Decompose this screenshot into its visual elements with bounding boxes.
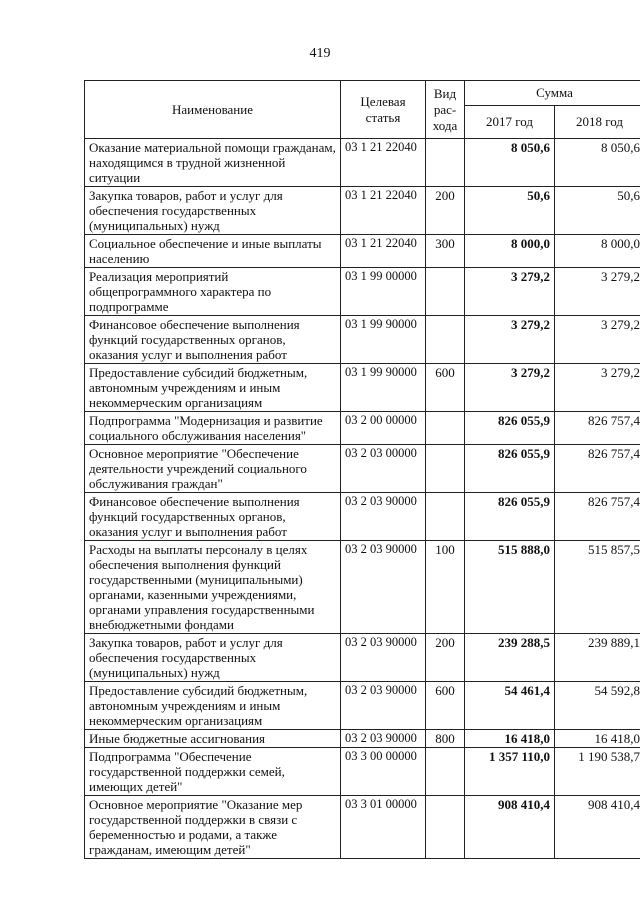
row-2018: 1 190 538,7 [555,748,640,796]
header-target: Целевая статья [341,81,426,139]
row-type: 800 [426,730,465,748]
row-code: 03 1 99 90000 [341,316,426,364]
row-type: 200 [426,187,465,235]
row-2018: 826 757,4 [555,412,640,445]
row-type [426,268,465,316]
row-name: Социальное обеспечение и иные выплаты населению [85,235,341,268]
page-number: 419 [309,46,331,61]
row-code: 03 2 00 00000 [341,412,426,445]
row-type: 600 [426,682,465,730]
table-row [85,541,640,634]
row-name: Расходы на выплаты персоналу в целях обеспечения выполнения функций государственными (муниципальными) органами, казенными учреждениями, органами управления государственными внебюджетными фондами [85,541,341,634]
table-row [85,796,640,859]
header-sum: Сумма [465,81,640,106]
row-name: Финансовое обеспечение выполнения функций государственных органов, оказания услуг и выполнения работ [85,493,341,541]
row-2018: 239 889,1 [555,634,640,682]
row-2018: 3 279,2 [555,364,640,412]
row-2017: 3 279,2 [465,316,555,364]
row-name: Закупка товаров, работ и услуг для обеспечения государственных (муниципальных) нужд [85,187,341,235]
row-2018: 908 410,4 [555,796,640,859]
row-2018: 50,6 [555,187,640,235]
row-2017: 3 279,2 [465,268,555,316]
row-type [426,445,465,493]
row-2017: 826 055,9 [465,445,555,493]
row-2018: 16 418,0 [555,730,640,748]
table-row [85,235,640,268]
row-2017: 515 888,0 [465,541,555,634]
row-code: 03 3 00 00000 [341,748,426,796]
row-type: 100 [426,541,465,634]
row-2017: 50,6 [465,187,555,235]
row-2017: 3 279,2 [465,364,555,412]
row-2017: 826 055,9 [465,412,555,445]
header-2017: 2017 год [465,106,555,139]
table-row [85,364,640,412]
row-2017: 1 357 110,0 [465,748,555,796]
row-name: Предоставление субсидий бюджетным, автономным учреждениям и иным некоммерческим организациям [85,364,341,412]
row-code: 03 1 99 00000 [341,268,426,316]
table-row [85,493,640,541]
row-2017: 8 000,0 [465,235,555,268]
row-2018: 54 592,8 [555,682,640,730]
row-code: 03 2 03 90000 [341,682,426,730]
row-2017: 16 418,0 [465,730,555,748]
row-name: Иные бюджетные ассигнования [85,730,341,748]
row-code: 03 1 99 90000 [341,364,426,412]
row-2017: 826 055,9 [465,493,555,541]
table-row [85,445,640,493]
row-code: 03 2 03 90000 [341,541,426,634]
row-code: 03 2 03 90000 [341,634,426,682]
row-name: Закупка товаров, работ и услуг для обеспечения государственных (муниципальных) нужд [85,634,341,682]
table-row [85,268,640,316]
row-type: 600 [426,364,465,412]
table-row [85,634,640,682]
row-name: Подпрограмма "Модернизация и развитие социального обслуживания населения" [85,412,341,445]
row-2018: 515 857,5 [555,541,640,634]
row-name: Подпрограмма "Обеспечение государственной поддержки семей, имеющих детей" [85,748,341,796]
table-row [85,139,640,187]
row-2018: 3 279,2 [555,316,640,364]
table-row [85,682,640,730]
row-2018: 8 000,0 [555,235,640,268]
row-2017: 8 050,6 [465,139,555,187]
row-code: 03 2 03 00000 [341,445,426,493]
row-type [426,139,465,187]
row-code: 03 1 21 22040 [341,187,426,235]
row-code: 03 1 21 22040 [341,235,426,268]
row-2018: 826 757,4 [555,445,640,493]
header-2018: 2018 год [555,106,640,139]
row-2017: 239 288,5 [465,634,555,682]
row-name: Предоставление субсидий бюджетным, автономным учреждениям и иным некоммерческим организациям [85,682,341,730]
row-name: Основное мероприятие "Обеспечение деятельности учреждений социального обслуживания граждан" [85,445,341,493]
table-row [85,187,640,235]
table-row [85,316,640,364]
row-code: 03 3 01 00000 [341,796,426,859]
table-row [85,730,640,748]
row-2018: 3 279,2 [555,268,640,316]
budget-table [84,80,640,859]
row-type [426,412,465,445]
table-row [85,748,640,796]
row-name: Реализация мероприятий общепрограммного характера по подпрограмме [85,268,341,316]
header-type: Вид рас-хода [426,81,465,139]
row-name: Финансовое обеспечение выполнения функций государственных органов, оказания услуг и выполнения работ [85,316,341,364]
row-2018: 826 757,4 [555,493,640,541]
row-type [426,316,465,364]
row-2017: 54 461,4 [465,682,555,730]
row-code: 03 2 03 90000 [341,730,426,748]
row-type: 300 [426,235,465,268]
row-type [426,796,465,859]
row-2017: 908 410,4 [465,796,555,859]
row-type [426,493,465,541]
row-type [426,748,465,796]
row-name: Основное мероприятие "Оказание мер государственной поддержки в связи с беременностью и родами, а также гражданам, имеющим детей" [85,796,341,859]
row-type: 200 [426,634,465,682]
row-name: Оказание материальной помощи гражданам, находящимся в трудной жизненной ситуации [85,139,341,187]
row-code: 03 2 03 90000 [341,493,426,541]
row-2018: 8 050,6 [555,139,640,187]
row-code: 03 1 21 22040 [341,139,426,187]
table-row [85,412,640,445]
header-name: Наименование [85,81,341,139]
